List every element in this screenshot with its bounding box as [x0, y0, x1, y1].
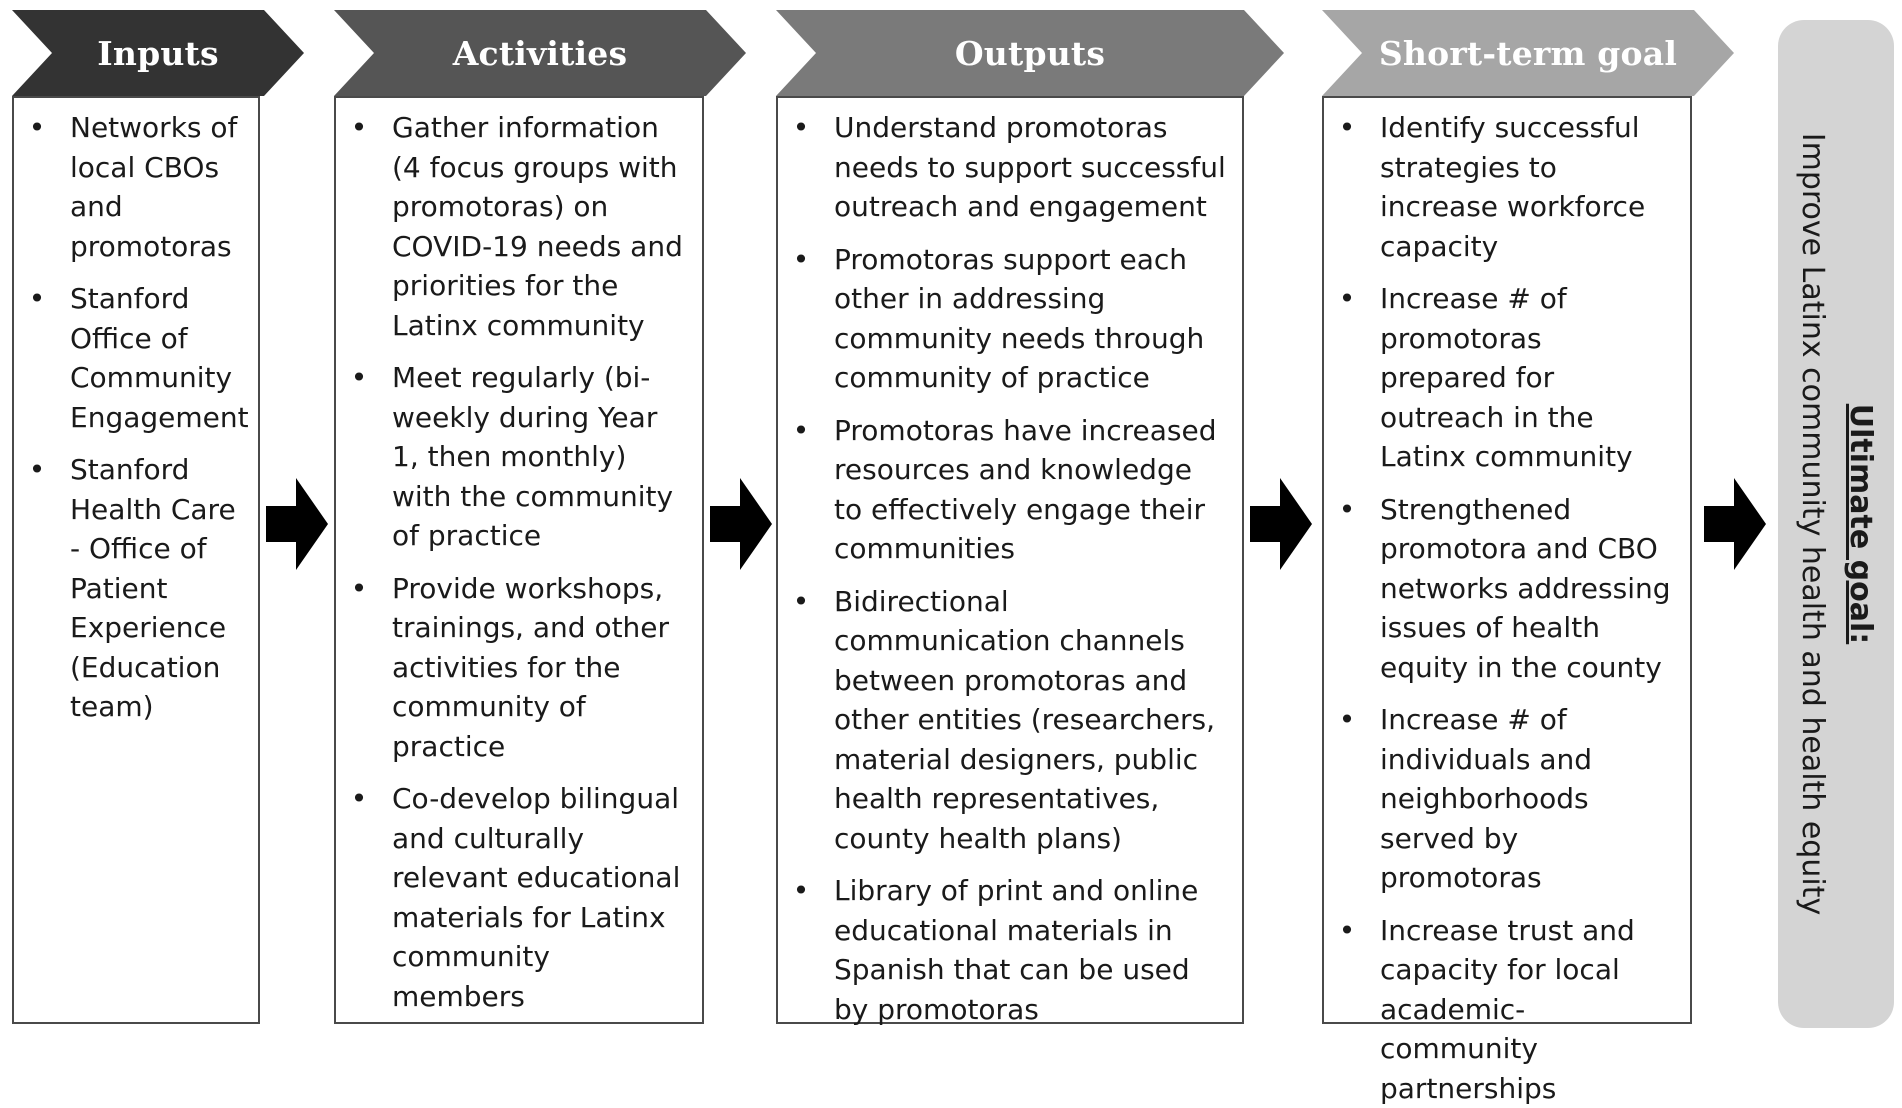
inputs-box	[12, 96, 260, 1024]
list-item	[348, 779, 688, 1016]
ultimate-goal-text: Improve Latinx community health and health equity	[1788, 44, 1836, 1004]
activities-box	[334, 96, 704, 1024]
bullet-icon: •	[790, 411, 812, 451]
outputs-title: Outputs	[816, 10, 1244, 96]
bullet-icon: •	[26, 450, 48, 490]
list-item	[26, 279, 244, 437]
item-text: Stanford Office of Community Engagement	[70, 282, 249, 434]
item-text: Library of print and online educational materials in Spanish that can be used by promotoras	[834, 874, 1198, 1026]
list-item	[26, 108, 244, 266]
outputs-box	[776, 96, 1244, 1024]
item-text: Promotoras have increased resources and knowledge to effectively engage their communities	[834, 414, 1216, 566]
list-item	[790, 240, 1228, 398]
item-text: Co-develop bilingual and culturally relevant educational materials for Latinx community members	[392, 782, 680, 1013]
ultimate-goal-panel	[1778, 20, 1894, 1028]
list-item	[348, 108, 688, 345]
activities-header	[334, 10, 746, 96]
item-text: Increase # of promotoras prepared for outreach in the Latinx community	[1380, 282, 1633, 473]
bullet-icon: •	[1336, 490, 1358, 530]
activities-title: Activities	[374, 10, 706, 96]
bullet-icon: •	[348, 108, 370, 148]
item-text: Provide workshops, trainings, and other activities for the community of practice	[392, 572, 669, 763]
list-item	[1336, 700, 1676, 898]
bullet-icon: •	[26, 108, 48, 148]
list-item	[790, 108, 1228, 227]
list-item	[1336, 279, 1676, 477]
list-item	[790, 411, 1228, 569]
bullet-icon: •	[1336, 279, 1358, 319]
bullet-icon: •	[348, 779, 370, 819]
bullet-icon: •	[26, 279, 48, 319]
short-term-goal-header	[1322, 10, 1734, 96]
list-item	[790, 871, 1228, 1029]
item-text: Bidirectional communication channels between promotoras and other entities (researchers, material designers, public health representatives, county health plans)	[834, 585, 1215, 855]
bullet-icon: •	[1336, 700, 1358, 740]
item-text: Networks of local CBOs and promotoras	[70, 111, 237, 263]
item-text: Gather information (4 focus groups with promotoras) on COVID-19 needs and priorities for the Latinx community	[392, 111, 683, 342]
short-term-goal-title: Short-term goal	[1362, 10, 1694, 96]
item-text: Meet regularly (bi-weekly during Year 1, then monthly) with the community of practice	[392, 361, 673, 552]
inputs-list	[26, 108, 244, 727]
list-item	[348, 569, 688, 767]
activities-list	[348, 108, 688, 1016]
list-item	[26, 450, 244, 727]
right-arrow-icon	[710, 478, 772, 570]
list-item	[790, 582, 1228, 859]
ultimate-goal-title: Ultimate goal:	[1836, 44, 1884, 1004]
item-text: Promotoras support each other in addressing community needs through community of practice	[834, 243, 1204, 395]
inputs-title: Inputs	[48, 10, 268, 96]
outputs-header	[776, 10, 1284, 96]
item-text: Increase trust and capacity for local academic-community partnerships	[1380, 914, 1635, 1105]
short-term-goal-box	[1322, 96, 1692, 1024]
bullet-icon: •	[348, 358, 370, 398]
bullet-icon: •	[790, 240, 812, 280]
list-item	[1336, 490, 1676, 688]
list-item	[1336, 911, 1676, 1108]
bullet-icon: •	[790, 871, 812, 911]
item-text: Identify successful strategies to increase workforce capacity	[1380, 111, 1645, 263]
short-term-goal-list	[1336, 108, 1676, 1108]
right-arrow-icon	[1250, 478, 1312, 570]
item-text: Understand promotoras needs to support successful outreach and engagement	[834, 111, 1226, 223]
inputs-header	[12, 10, 304, 96]
ultimate-goal-rotated-text	[1788, 44, 1884, 1004]
item-text: Strengthened promotora and CBO networks addressing issues of health equity in the county	[1380, 493, 1671, 684]
bullet-icon: •	[1336, 911, 1358, 951]
list-item	[348, 358, 688, 556]
right-arrow-icon	[266, 478, 328, 570]
bullet-icon: •	[790, 108, 812, 148]
bullet-icon: •	[1336, 108, 1358, 148]
item-text: Stanford Health Care - Office of Patient Experience (Education team)	[70, 453, 236, 723]
item-text: Increase # of individuals and neighborhoods served by promotoras	[1380, 703, 1592, 894]
right-arrow-icon	[1704, 478, 1766, 570]
outputs-list	[790, 108, 1228, 1029]
list-item	[1336, 108, 1676, 266]
bullet-icon: •	[348, 569, 370, 609]
bullet-icon: •	[790, 582, 812, 622]
